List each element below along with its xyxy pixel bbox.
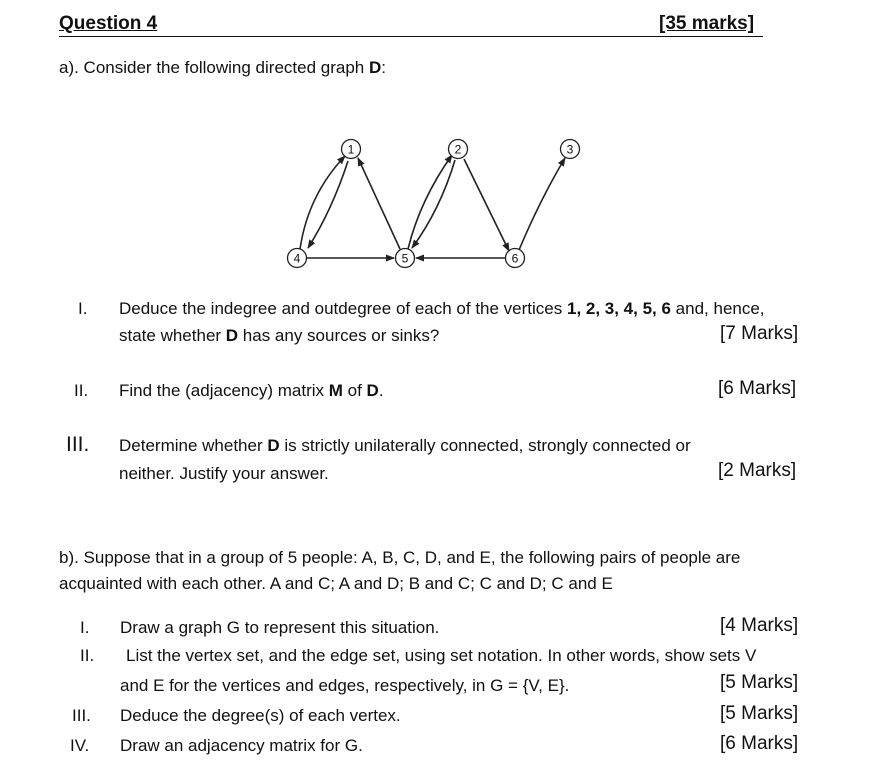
header-rule xyxy=(59,36,763,37)
directed-graph-d xyxy=(270,130,574,280)
part-a-item-2-marks: [6 Marks] xyxy=(718,378,797,399)
part-b-item-3-marks: [5 Marks] xyxy=(720,703,799,724)
part-a-intro xyxy=(59,58,386,78)
part-a-item-1-marks: [7 Marks] xyxy=(720,323,799,344)
graph-node-1 xyxy=(342,140,361,159)
svg-text:6: 6 xyxy=(511,251,519,266)
part-b-item-3-text: Deduce the degree(s) of each vertex. xyxy=(120,706,401,725)
part-b-item-4-numeral: IV. xyxy=(70,736,90,755)
part-a-item-1-line2: state whether D has any sources or sinks? xyxy=(119,326,440,345)
part-a-intro-colon: : xyxy=(381,58,386,77)
graph-node-3 xyxy=(561,140,580,159)
part-b-intro-line2: acquainted with each other. A and C; A and D; B and C; C and D; C and E xyxy=(59,574,613,593)
svg-text:4: 4 xyxy=(293,251,301,266)
part-b-item-4-text: Draw an adjacency matrix for G. xyxy=(120,736,363,755)
svg-text:5: 5 xyxy=(401,251,409,266)
part-a-item-3-line2: neither. Justify your answer. xyxy=(119,464,329,483)
svg-text:2: 2 xyxy=(454,142,462,157)
edge-4-to-1 xyxy=(300,156,345,249)
part-a-item-3-line1: Determine whether D is strictly unilaterally connected, strongly connected or xyxy=(119,436,691,455)
graph-node-6 xyxy=(506,249,525,268)
part-a-graph-name: D xyxy=(368,58,382,77)
question-title: Question 4 xyxy=(59,13,158,34)
edge-2-to-6 xyxy=(464,159,509,251)
part-b-item-2-text2: and E for the vertices and edges, respectively, in G = {V, E}. xyxy=(120,676,570,695)
part-a-item-3-numeral: III. xyxy=(66,433,90,456)
edge-5-to-1 xyxy=(358,158,400,249)
edge-6-to-3 xyxy=(519,158,565,250)
edge-2-to-5 xyxy=(412,160,455,248)
graph-node-5 xyxy=(396,249,415,268)
svg-text:3: 3 xyxy=(566,142,574,157)
part-b-item-3-numeral: III. xyxy=(72,706,91,725)
part-b-item-2-numeral: II. xyxy=(80,646,95,665)
part-a-item-1-line1: Deduce the indegree and outdegree of each of the vertices 1, 2, 3, 4, 5, 6 and, hence, xyxy=(119,299,765,318)
part-b-item-1-numeral: I. xyxy=(80,618,90,637)
part-b-intro-line1: b). Suppose that in a group of 5 people: A, B, C, D, and E, the following pairs of people are xyxy=(59,548,741,567)
part-b-item-1-marks: [4 Marks] xyxy=(720,615,799,636)
part-a-intro-text: a). Consider the following directed graph xyxy=(59,58,369,77)
part-a-item-2-line1: Find the (adjacency) matrix M of D. xyxy=(119,381,384,400)
part-a-item-1-numeral: I. xyxy=(78,299,88,318)
graph-node-4 xyxy=(288,249,307,268)
part-b-item-4-marks: [6 Marks] xyxy=(720,733,799,754)
part-b-item-1-text: Draw a graph G to represent this situation. xyxy=(120,618,440,637)
edge-5-to-2 xyxy=(408,155,452,249)
part-b-item-2-text: List the vertex set, and the edge set, using set notation. In other words, show sets V xyxy=(126,646,757,665)
edge-1-to-4 xyxy=(308,161,348,248)
part-a-item-3-marks: [2 Marks] xyxy=(718,460,797,481)
svg-text:1: 1 xyxy=(347,142,355,157)
part-b-item-2-marks: [5 Marks] xyxy=(720,672,799,693)
part-a-item-2-numeral: II. xyxy=(74,381,89,400)
graph-node-2 xyxy=(449,140,468,159)
question-total-marks: [35 marks] xyxy=(659,13,755,34)
